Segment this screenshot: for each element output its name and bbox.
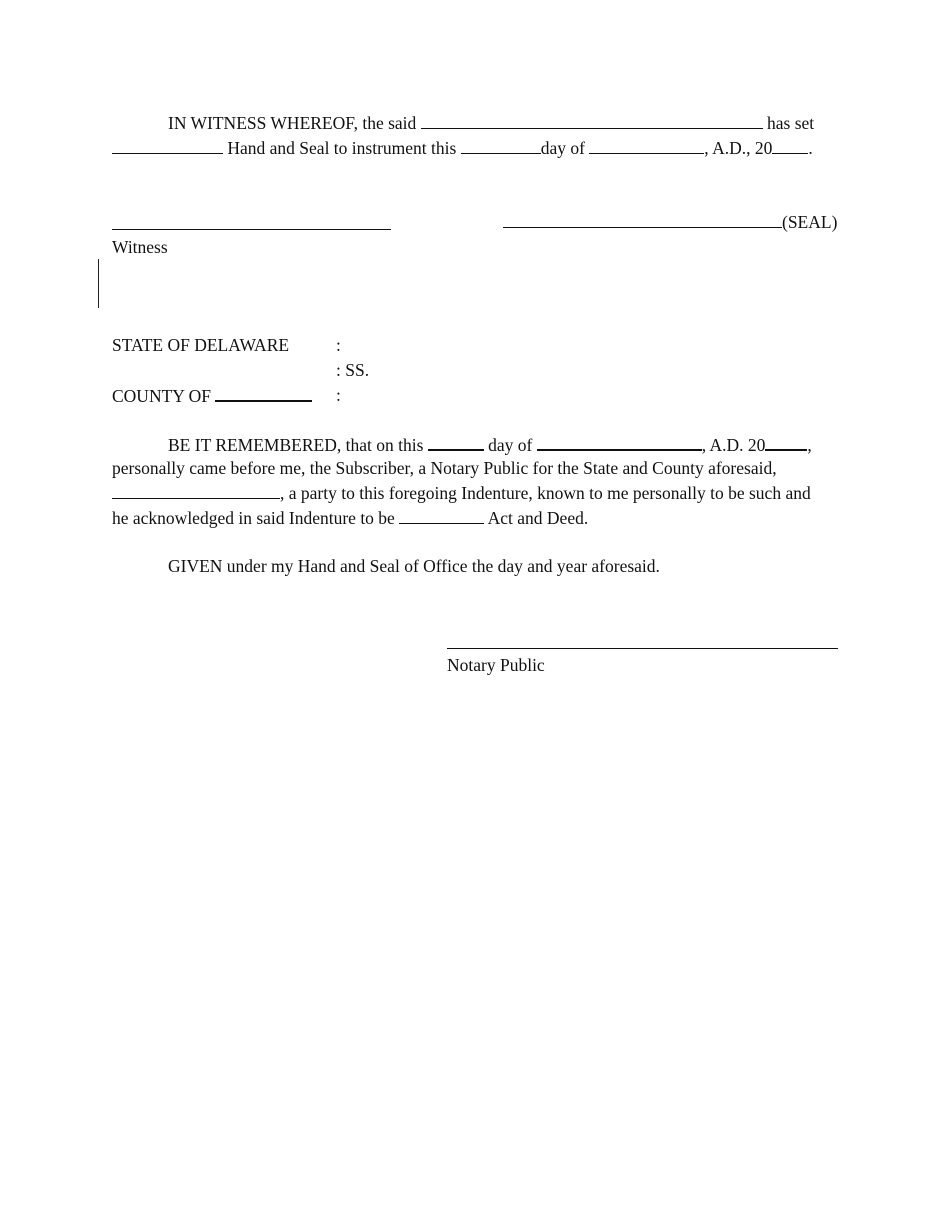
witness-clause-line-1 — [168, 113, 814, 133]
ack-line-3 — [112, 483, 811, 503]
seal-signature-line[interactable] — [503, 212, 782, 228]
county-colon: : — [336, 385, 341, 405]
seal-label: (SEAL) — [782, 212, 838, 232]
witness-clause-line-2 — [112, 138, 813, 158]
ack-day-blank[interactable] — [428, 434, 484, 451]
ack-comma: , — [807, 435, 812, 455]
pronoun-blank[interactable] — [112, 138, 223, 154]
county-row — [112, 385, 312, 406]
party-name-blank[interactable] — [421, 113, 763, 129]
witness-label: Witness — [112, 237, 168, 257]
state-label: STATE OF DELAWARE — [112, 335, 290, 355]
seal-signature-row — [503, 212, 837, 232]
ack-day-of-text: day of — [488, 435, 533, 455]
witness-intro-text: IN WITNESS WHEREOF, the said — [168, 113, 417, 133]
ack-intro-text: BE IT REMEMBERED, that on this — [168, 435, 424, 455]
ss-label: : SS. — [336, 360, 370, 380]
ack-line-1 — [168, 434, 812, 455]
witness-signature-line[interactable] — [112, 229, 391, 230]
ack-month-blank[interactable] — [537, 434, 702, 451]
county-label: COUNTY OF — [112, 386, 212, 406]
ack-party-blank[interactable] — [112, 483, 280, 499]
ack-line-4-start: he acknowledged in said Indenture to be — [112, 508, 395, 528]
notary-signature-line[interactable] — [447, 648, 838, 649]
witness-period: . — [808, 138, 813, 158]
witness-day-of-text: day of — [540, 138, 585, 158]
ack-pronoun-blank[interactable] — [399, 508, 484, 524]
hand-seal-text: Hand and Seal to instrument this — [227, 138, 457, 158]
ack-line-3-text: , a party to this foregoing Indenture, known to me personally to be such and — [280, 483, 811, 503]
ack-line-2: personally came before me, the Subscriber, a Notary Public for the State and County aforesaid, — [112, 458, 777, 478]
ack-year-blank[interactable] — [765, 434, 807, 451]
text-cursor — [98, 259, 99, 308]
witness-month-blank[interactable] — [589, 138, 704, 154]
notary-label: Notary Public — [447, 655, 545, 675]
county-blank[interactable] — [215, 385, 312, 402]
given-clause: GIVEN under my Hand and Seal of Office the day and year aforesaid. — [168, 556, 660, 576]
has-set-text: has set — [767, 113, 815, 133]
witness-year-blank[interactable] — [772, 138, 808, 154]
state-colon: : — [336, 335, 341, 355]
ack-line-4 — [112, 508, 588, 528]
ack-line-4-end: Act and Deed. — [487, 508, 589, 528]
witness-day-blank[interactable] — [461, 138, 541, 154]
witness-ad-text: , A.D., 20 — [704, 138, 773, 158]
ack-ad-text: , A.D. 20 — [701, 435, 766, 455]
